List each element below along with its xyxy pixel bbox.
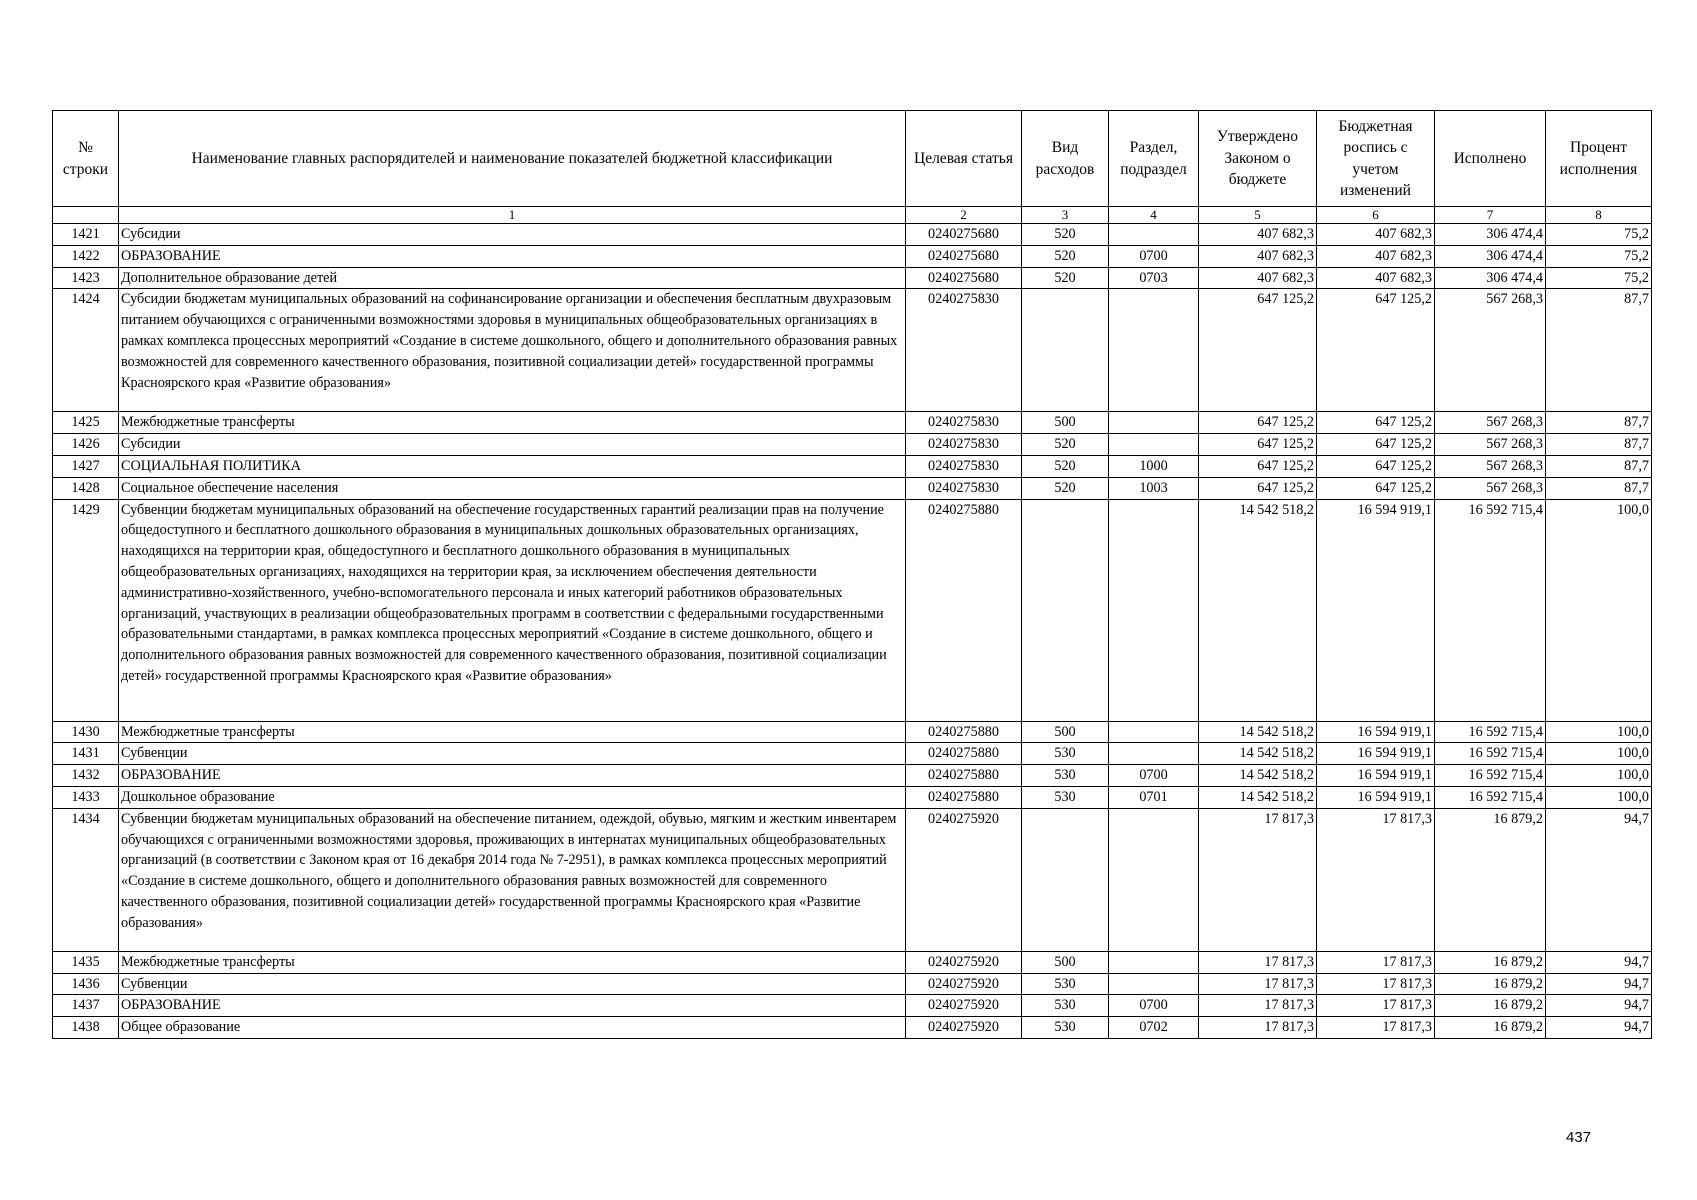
row-name: ОБРАЗОВАНИЕ — [119, 245, 906, 267]
row-budget-schedule: 16 594 919,1 — [1317, 743, 1435, 765]
table-row — [53, 995, 1652, 1017]
row-budget-schedule: 647 125,2 — [1317, 289, 1435, 412]
row-approved: 17 817,3 — [1199, 951, 1317, 973]
table-row — [53, 499, 1652, 721]
row-approved: 17 817,3 — [1199, 808, 1317, 951]
table-row — [53, 973, 1652, 995]
row-budget-schedule: 17 817,3 — [1317, 1017, 1435, 1039]
row-budget-schedule: 407 682,3 — [1317, 245, 1435, 267]
row-target-article: 0240275880 — [906, 786, 1022, 808]
row-executed: 567 268,3 — [1435, 455, 1546, 477]
row-number: 1421 — [53, 224, 119, 246]
row-name: Общее образование — [119, 1017, 906, 1039]
row-expense-type: 530 — [1022, 995, 1109, 1017]
row-target-article: 0240275920 — [906, 1017, 1022, 1039]
row-name: Дополнительное образование детей — [119, 267, 906, 289]
row-target-article: 0240275920 — [906, 951, 1022, 973]
row-executed: 16 879,2 — [1435, 995, 1546, 1017]
row-section — [1109, 224, 1199, 246]
table-row — [53, 412, 1652, 434]
table-row — [53, 289, 1652, 412]
row-budget-schedule: 16 594 919,1 — [1317, 499, 1435, 721]
row-name: Дошкольное образование — [119, 786, 906, 808]
row-name: Социальное обеспечение населения — [119, 477, 906, 499]
row-approved: 407 682,3 — [1199, 267, 1317, 289]
row-approved: 14 542 518,2 — [1199, 499, 1317, 721]
row-percent: 94,7 — [1546, 808, 1652, 951]
row-name: Субсидии — [119, 434, 906, 456]
row-executed: 567 268,3 — [1435, 289, 1546, 412]
row-section — [1109, 721, 1199, 743]
column-number — [53, 207, 119, 224]
table-header — [53, 111, 1652, 207]
row-expense-type: 520 — [1022, 245, 1109, 267]
row-approved: 14 542 518,2 — [1199, 743, 1317, 765]
row-percent: 100,0 — [1546, 765, 1652, 787]
row-expense-type — [1022, 808, 1109, 951]
row-section — [1109, 289, 1199, 412]
row-executed: 306 474,4 — [1435, 224, 1546, 246]
row-expense-type: 520 — [1022, 224, 1109, 246]
row-budget-schedule: 647 125,2 — [1317, 477, 1435, 499]
row-number: 1432 — [53, 765, 119, 787]
row-section — [1109, 434, 1199, 456]
row-executed: 16 879,2 — [1435, 973, 1546, 995]
row-approved: 17 817,3 — [1199, 973, 1317, 995]
row-approved: 647 125,2 — [1199, 455, 1317, 477]
row-name: Субвенции бюджетам муниципальных образований на обеспечение государственных гарантий реализации прав на получение общедоступного и бесплатного дошкольного образования в муниципальных дошкольных образовательных организациях, находящихся на территории края, общедоступного и бесплатного дошкольного образования в муниципальных общеобразовательных организациях, находящихся на территории края, за исключением обеспечения деятельности административно-хозяйственного, учебно-вспомогательного персонала и иных категорий работников образовательных организаций, участвующих в реализации общеобразовательных программ в соответствии с федеральными государственными образовательными стандартами, в рамках комплекса процессных мероприятий «Создание в системе дошкольного, общего и дополнительного образования равных возможностей для современного качественного образования, позитивной социализации детей» государственной программы Красноярского края «Развитие образования» — [119, 499, 906, 721]
row-section: 0700 — [1109, 245, 1199, 267]
row-approved: 17 817,3 — [1199, 995, 1317, 1017]
row-percent: 100,0 — [1546, 786, 1652, 808]
row-name: СОЦИАЛЬНАЯ ПОЛИТИКА — [119, 455, 906, 477]
table-row — [53, 455, 1652, 477]
row-name: Субвенции — [119, 743, 906, 765]
row-name: Субвенции — [119, 973, 906, 995]
row-budget-schedule: 17 817,3 — [1317, 951, 1435, 973]
row-expense-type: 520 — [1022, 455, 1109, 477]
column-number: 7 — [1435, 207, 1546, 224]
row-number: 1426 — [53, 434, 119, 456]
header-expense-type: Вид расходов — [1022, 111, 1109, 207]
row-executed: 567 268,3 — [1435, 477, 1546, 499]
row-budget-schedule: 407 682,3 — [1317, 224, 1435, 246]
column-number: 5 — [1199, 207, 1317, 224]
header-target-article: Целевая статья — [906, 111, 1022, 207]
row-approved: 647 125,2 — [1199, 289, 1317, 412]
table-row — [53, 743, 1652, 765]
table-row — [53, 1017, 1652, 1039]
column-numbers-row — [53, 207, 1652, 224]
row-budget-schedule: 17 817,3 — [1317, 808, 1435, 951]
row-percent: 94,7 — [1546, 951, 1652, 973]
column-number: 2 — [906, 207, 1022, 224]
row-budget-schedule: 407 682,3 — [1317, 267, 1435, 289]
row-percent: 94,7 — [1546, 995, 1652, 1017]
row-section: 1003 — [1109, 477, 1199, 499]
row-number: 1438 — [53, 1017, 119, 1039]
row-percent: 87,7 — [1546, 289, 1652, 412]
row-expense-type: 500 — [1022, 721, 1109, 743]
row-executed: 16 879,2 — [1435, 1017, 1546, 1039]
row-number: 1423 — [53, 267, 119, 289]
row-name: ОБРАЗОВАНИЕ — [119, 765, 906, 787]
row-expense-type: 530 — [1022, 765, 1109, 787]
row-number: 1436 — [53, 973, 119, 995]
row-percent: 100,0 — [1546, 499, 1652, 721]
row-percent: 87,7 — [1546, 434, 1652, 456]
row-percent: 100,0 — [1546, 743, 1652, 765]
row-percent: 75,2 — [1546, 224, 1652, 246]
column-number: 4 — [1109, 207, 1199, 224]
row-budget-schedule: 647 125,2 — [1317, 412, 1435, 434]
row-budget-schedule: 647 125,2 — [1317, 455, 1435, 477]
row-name: Межбюджетные трансферты — [119, 412, 906, 434]
row-name: Межбюджетные трансферты — [119, 721, 906, 743]
row-approved: 17 817,3 — [1199, 1017, 1317, 1039]
row-number: 1434 — [53, 808, 119, 951]
row-section — [1109, 412, 1199, 434]
row-target-article: 0240275680 — [906, 224, 1022, 246]
table-row — [53, 477, 1652, 499]
row-section: 1000 — [1109, 455, 1199, 477]
row-budget-schedule: 17 817,3 — [1317, 995, 1435, 1017]
row-approved: 647 125,2 — [1199, 412, 1317, 434]
table-row — [53, 765, 1652, 787]
table-row — [53, 245, 1652, 267]
row-expense-type: 500 — [1022, 951, 1109, 973]
table-row — [53, 224, 1652, 246]
row-percent: 94,7 — [1546, 973, 1652, 995]
row-section: 0703 — [1109, 267, 1199, 289]
row-name: Субвенции бюджетам муниципальных образований на обеспечение питанием, одеждой, обувью, мягким и жестким инвентарем обучающихся с ограниченными возможностями здоровья, проживающих в интернатах муниципальных общеобразовательных организаций (в соответствии с Законом края от 16 декабря 2014 года № 7-2951), в рамках комплекса процессных мероприятий «Создание в системе дошкольного, общего и дополнительного образования равных возможностей для современного качественного образования, позитивной социализации детей» государственной программы Красноярского края «Развитие образования» — [119, 808, 906, 951]
row-budget-schedule: 647 125,2 — [1317, 434, 1435, 456]
row-executed: 16 592 715,4 — [1435, 721, 1546, 743]
row-target-article: 0240275920 — [906, 973, 1022, 995]
row-executed: 16 879,2 — [1435, 808, 1546, 951]
table-row — [53, 267, 1652, 289]
table-row — [53, 434, 1652, 456]
table-row — [53, 808, 1652, 951]
row-number: 1435 — [53, 951, 119, 973]
row-percent: 75,2 — [1546, 245, 1652, 267]
row-percent: 87,7 — [1546, 477, 1652, 499]
row-percent: 75,2 — [1546, 267, 1652, 289]
row-expense-type — [1022, 499, 1109, 721]
row-section — [1109, 973, 1199, 995]
row-name: Субсидии бюджетам муниципальных образований на софинансирование организации и обеспечения бесплатным двухразовым питанием обучающихся с ограниченными возможностями здоровья в муниципальных общеобразовательных организациях в рамках комплекса процессных мероприятий «Создание в системе дошкольного, общего и дополнительного образования равных возможностей для современного качественного образования, позитивной социализации детей» государственной программы Красноярского края «Развитие образования» — [119, 289, 906, 412]
row-section: 0701 — [1109, 786, 1199, 808]
row-number: 1429 — [53, 499, 119, 721]
column-number: 6 — [1317, 207, 1435, 224]
row-number: 1425 — [53, 412, 119, 434]
row-approved: 647 125,2 — [1199, 434, 1317, 456]
header-section: Раздел, подраздел — [1109, 111, 1199, 207]
header-row-number: № строки — [53, 111, 119, 207]
row-name: Межбюджетные трансферты — [119, 951, 906, 973]
row-target-article: 0240275880 — [906, 499, 1022, 721]
header-executed: Исполнено — [1435, 111, 1546, 207]
row-target-article: 0240275880 — [906, 765, 1022, 787]
row-approved: 14 542 518,2 — [1199, 765, 1317, 787]
row-section: 0702 — [1109, 1017, 1199, 1039]
row-expense-type: 500 — [1022, 412, 1109, 434]
column-number: 8 — [1546, 207, 1652, 224]
row-budget-schedule: 16 594 919,1 — [1317, 786, 1435, 808]
row-budget-schedule: 16 594 919,1 — [1317, 765, 1435, 787]
row-executed: 567 268,3 — [1435, 412, 1546, 434]
row-budget-schedule: 16 594 919,1 — [1317, 721, 1435, 743]
row-expense-type: 520 — [1022, 477, 1109, 499]
row-number: 1430 — [53, 721, 119, 743]
row-executed: 306 474,4 — [1435, 245, 1546, 267]
row-number: 1433 — [53, 786, 119, 808]
header-approved: Утверждено Законом о бюджете — [1199, 111, 1317, 207]
row-executed: 16 592 715,4 — [1435, 743, 1546, 765]
row-executed: 16 592 715,4 — [1435, 786, 1546, 808]
row-executed: 16 592 715,4 — [1435, 499, 1546, 721]
row-executed: 306 474,4 — [1435, 267, 1546, 289]
row-target-article: 0240275680 — [906, 267, 1022, 289]
row-target-article: 0240275830 — [906, 434, 1022, 456]
row-number: 1424 — [53, 289, 119, 412]
table-row — [53, 721, 1652, 743]
row-target-article: 0240275830 — [906, 289, 1022, 412]
row-expense-type: 530 — [1022, 973, 1109, 995]
table-row — [53, 951, 1652, 973]
row-expense-type: 530 — [1022, 786, 1109, 808]
row-section — [1109, 499, 1199, 721]
budget-table-sheet — [52, 110, 1651, 1039]
row-approved: 647 125,2 — [1199, 477, 1317, 499]
row-percent: 87,7 — [1546, 412, 1652, 434]
row-target-article: 0240275830 — [906, 455, 1022, 477]
header-budget-schedule: Бюджетная роспись с учетом изменений — [1317, 111, 1435, 207]
budget-execution-table — [52, 110, 1652, 1039]
row-number: 1427 — [53, 455, 119, 477]
row-target-article: 0240275880 — [906, 721, 1022, 743]
row-target-article: 0240275920 — [906, 995, 1022, 1017]
row-expense-type: 530 — [1022, 1017, 1109, 1039]
row-expense-type: 520 — [1022, 267, 1109, 289]
header-name: Наименование главных распорядителей и наименование показателей бюджетной классификации — [119, 111, 906, 207]
row-percent: 94,7 — [1546, 1017, 1652, 1039]
row-percent: 87,7 — [1546, 455, 1652, 477]
row-approved: 14 542 518,2 — [1199, 786, 1317, 808]
row-expense-type — [1022, 289, 1109, 412]
row-target-article: 0240275830 — [906, 412, 1022, 434]
row-section — [1109, 743, 1199, 765]
row-number: 1437 — [53, 995, 119, 1017]
row-expense-type: 520 — [1022, 434, 1109, 456]
table-body — [53, 207, 1652, 1039]
column-number: 3 — [1022, 207, 1109, 224]
row-section: 0700 — [1109, 995, 1199, 1017]
row-name: Субсидии — [119, 224, 906, 246]
header-percent: Процент исполнения — [1546, 111, 1652, 207]
column-number: 1 — [119, 207, 906, 224]
page-number: 437 — [1566, 1129, 1592, 1146]
row-budget-schedule: 17 817,3 — [1317, 973, 1435, 995]
row-number: 1428 — [53, 477, 119, 499]
row-section — [1109, 808, 1199, 951]
table-row — [53, 786, 1652, 808]
row-section — [1109, 951, 1199, 973]
row-percent: 100,0 — [1546, 721, 1652, 743]
row-approved: 407 682,3 — [1199, 224, 1317, 246]
row-name: ОБРАЗОВАНИЕ — [119, 995, 906, 1017]
row-approved: 407 682,3 — [1199, 245, 1317, 267]
row-approved: 14 542 518,2 — [1199, 721, 1317, 743]
row-number: 1431 — [53, 743, 119, 765]
row-target-article: 0240275680 — [906, 245, 1022, 267]
row-executed: 567 268,3 — [1435, 434, 1546, 456]
row-target-article: 0240275920 — [906, 808, 1022, 951]
row-target-article: 0240275830 — [906, 477, 1022, 499]
row-expense-type: 530 — [1022, 743, 1109, 765]
row-target-article: 0240275880 — [906, 743, 1022, 765]
row-section: 0700 — [1109, 765, 1199, 787]
row-executed: 16 592 715,4 — [1435, 765, 1546, 787]
row-number: 1422 — [53, 245, 119, 267]
row-executed: 16 879,2 — [1435, 951, 1546, 973]
